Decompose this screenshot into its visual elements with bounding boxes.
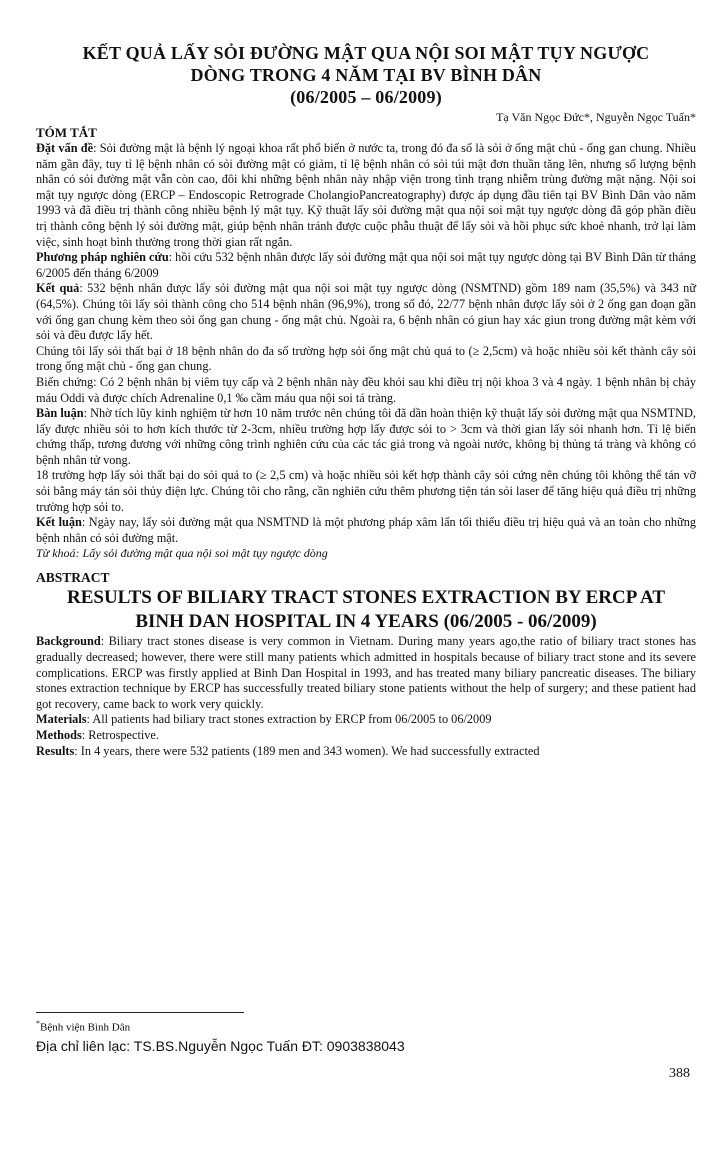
contact-line: Địa chỉ liên lạc: TS.BS.Nguyễn Ngọc Tuấn ĐT: 0903838043: [36, 1037, 405, 1054]
vn-background: [36, 141, 696, 250]
vn-methods-text: : hồi cứu 532 bệnh nhân được lấy sỏi đường mật qua nội soi mật tụy ngược dòng tại BV Bình Dân từ tháng 6/2005 đến tháng 6/2009: [36, 250, 696, 280]
footnote-marker: *: [36, 1019, 40, 1028]
title-vn-line-1: KẾT QUẢ LẤY SỎI ĐƯỜNG MẬT QUA NỘI SOI MẬT TỤY NGƯỢC: [82, 43, 650, 63]
vn-results-label: Kết quả: [36, 281, 80, 296]
en-background-text: : Biliary tract stones disease is very common in Vietnam. During many years ago,the ratio of biliary tract stones has gradually decreased; however, there were still many patients which admitted in hospitals because of biliary tract stone and its severe complications. ERCP was firstly applied at Binh Dan Hospital in 1993, and has treated many biliary pancreatic diseases. The biliary stones extraction technique by ERCP has successfully treated biliary stone patients without the help of surgery; and these patient had got recovery, came back to work very quickly.: [36, 634, 696, 711]
footnote-rule: [36, 1012, 244, 1013]
vn-discussion-2: 18 trường hợp lấy sỏi thất bại do sỏi quá to (≥ 2,5 cm) và hoặc nhiều sỏi kết hợp thành cây sỏi cứng nên chúng tôi không thể tán vỡ sỏi bằng máy tán sỏi thủy điện lực. Chúng tôi cho rằng, cần nghiên cứu thêm phương tiện tán sỏi laser để tăng hiệu quả điều trị những trường hợp sỏi to.: [36, 468, 696, 514]
vn-conclusion-text: : Ngày nay, lấy sỏi đường mật qua NSMTND là một phương pháp xâm lấn tối thiểu điều trị hiệu quả và an toàn cho những bệnh nhân có sỏi đường mật.: [36, 515, 697, 545]
vn-discussion-text: : Nhờ tích lũy kinh nghiệm từ hơn 10 năm trước nên chúng tôi đã dần hoàn thiện kỹ thuật lấy sỏi đường mật qua NSMTND, lấy được nhiều sỏi to hơn kích thước từ 2-3cm, nhiều trường hợp lấy được sỏi to > 3cm và thời gian lấy sỏi nhanh hơn. Tỉ lệ biến chứng thấp, tương đương với những công trình nghiên cứu của các tác giả trong và ngoài nước, không bị thủng tá tràng và không có bệnh nhân tử vong.: [36, 406, 696, 467]
vn-conclusion-label: Kết luận: [36, 515, 82, 530]
vn-methods: [36, 250, 696, 281]
en-results: [36, 744, 696, 760]
vn-discussion: [36, 406, 696, 468]
vn-results-text: : 532 bệnh nhân được lấy sỏi đường mật qua nội soi mật tụy ngược dòng (NSMTND) gồm 189 nam (35,5%) và 343 nữ (64,5%). Chúng tôi lấy sỏi thành công cho 514 bệnh nhân (96,9%), trong số đó, 22/77 bệnh nhân được lấy sỏi ở 2 ống gan đoạn gần với ống gan chung kèm theo sỏi ống gan chung - ống mật chủ. Ngoài ra, 6 bệnh nhân có giun hay xác giun trong đường mật kèm với sỏi và đều được lấy hết.: [36, 281, 696, 343]
vn-failures: Chúng tôi lấy sỏi thất bại ở 18 bệnh nhân do đa số trường hợp sỏi ống mật chủ quá to (≥ 2,5cm) và hoặc nhiều sỏi kết thành cây sỏi trong ống mật chủ - ống gan chung.: [36, 343, 696, 374]
en-methods-text: : Retrospective.: [81, 728, 159, 742]
vn-discussion-label: Bàn luận: [36, 406, 84, 421]
title-vn-line-2: DÒNG TRONG 4 NĂM TẠI BV BÌNH DÂN: [190, 65, 542, 85]
title-en-line-2: BINH DAN HOSPITAL IN 4 YEARS (06/2005 - 06/2009): [135, 611, 597, 633]
page-number: 388: [669, 1066, 690, 1081]
en-materials: [36, 712, 696, 728]
vn-complications: Biến chứng: Có 2 bệnh nhân bị viêm tụy cấp và 2 bệnh nhân này đều khỏi sau khi điều trị nội khoa 3 và 4 ngày. 1 bệnh nhân bị chảy máu Oddi và được chích Adrenaline 0,1 ‰ cầm máu qua nội soi tá tràng.: [36, 374, 696, 405]
paper-page: [36, 42, 696, 759]
vn-methods-label: Phương pháp nghiên cứu: [36, 250, 169, 265]
title-en-line-1: RESULTS OF BILIARY TRACT STONES EXTRACTION BY ERCP AT: [66, 587, 665, 609]
vn-conclusion: [36, 515, 696, 546]
en-background: [36, 634, 696, 712]
title-vn-line-3: (06/2005 – 06/2009): [290, 87, 442, 107]
vn-background-label: Đặt vấn đề: [36, 141, 94, 155]
affiliation-footnote: [36, 1017, 696, 1035]
vn-keywords: Từ khoá: Lấy sỏi đường mật qua nội soi mật tụy ngược dòng: [36, 546, 328, 561]
en-methods-label: Methods: [36, 728, 82, 742]
abstract-heading: ABSTRACT: [36, 570, 110, 586]
authors: Tạ Văn Ngọc Đức*, Nguyễn Ngọc Tuấn*: [496, 110, 696, 124]
vn-results: [36, 281, 696, 343]
en-background-label: Background: [36, 634, 101, 649]
en-results-text: : In 4 years, there were 532 patients (189 men and 343 women). We had successfully extracted: [74, 743, 540, 758]
affiliation-text: Bệnh viện Bình Dân: [40, 1021, 131, 1034]
en-materials-text: : All patients had biliary tract stones extraction by ERCP from 06/2005 to 06/2009: [86, 712, 492, 727]
en-methods: [36, 728, 696, 744]
title-english: [36, 586, 696, 634]
title-vietnamese: [36, 42, 696, 108]
en-materials-label: Materials: [36, 712, 87, 727]
summary-heading: TÓM TẮT: [36, 125, 97, 140]
vn-background-text: : Sỏi đường mật là bệnh lý ngoại khoa rất phổ biến ở nước ta, trong đó đa số là sỏi ở ống mật chủ - ống gan chung. Nhiều năm gần đây, tuy tỉ lệ bệnh nhân có sỏi đường mật có giảm, tỉ lệ bệnh nhân có sỏi túi mật đơn thuần tăng lên, nhưng số lượng bệnh nhân có sỏi đường mật vẫn còn cao, đôi khi những bệnh nhân này nhập viện trong tình trạng nhiễm trùng đường mật nặng. Nội soi mật tụy ngược dòng (ERCP – Endoscopic Retrograde CholangioPancreatography) được áp dụng đầu tiên tại BV Bình Dân vào năm 1993 và đã điều trị thành công nhiều bệnh lý mật tụy. Kỹ thuật lấy sỏi đường mật qua nội soi mật tụy ngược dòng đã góp phần điều trị thành công bệnh lý sỏi đường mật, giúp bệnh nhân tránh được cuộc phẫu thuật để lấy sỏi và hồi phục sức khoẻ nhanh, trở lại làm việc, sinh hoạt bình thường trong thời gian rất ngắn.: [36, 141, 696, 249]
en-results-label: Results: [36, 743, 75, 758]
footnote-area: [36, 1012, 696, 1055]
